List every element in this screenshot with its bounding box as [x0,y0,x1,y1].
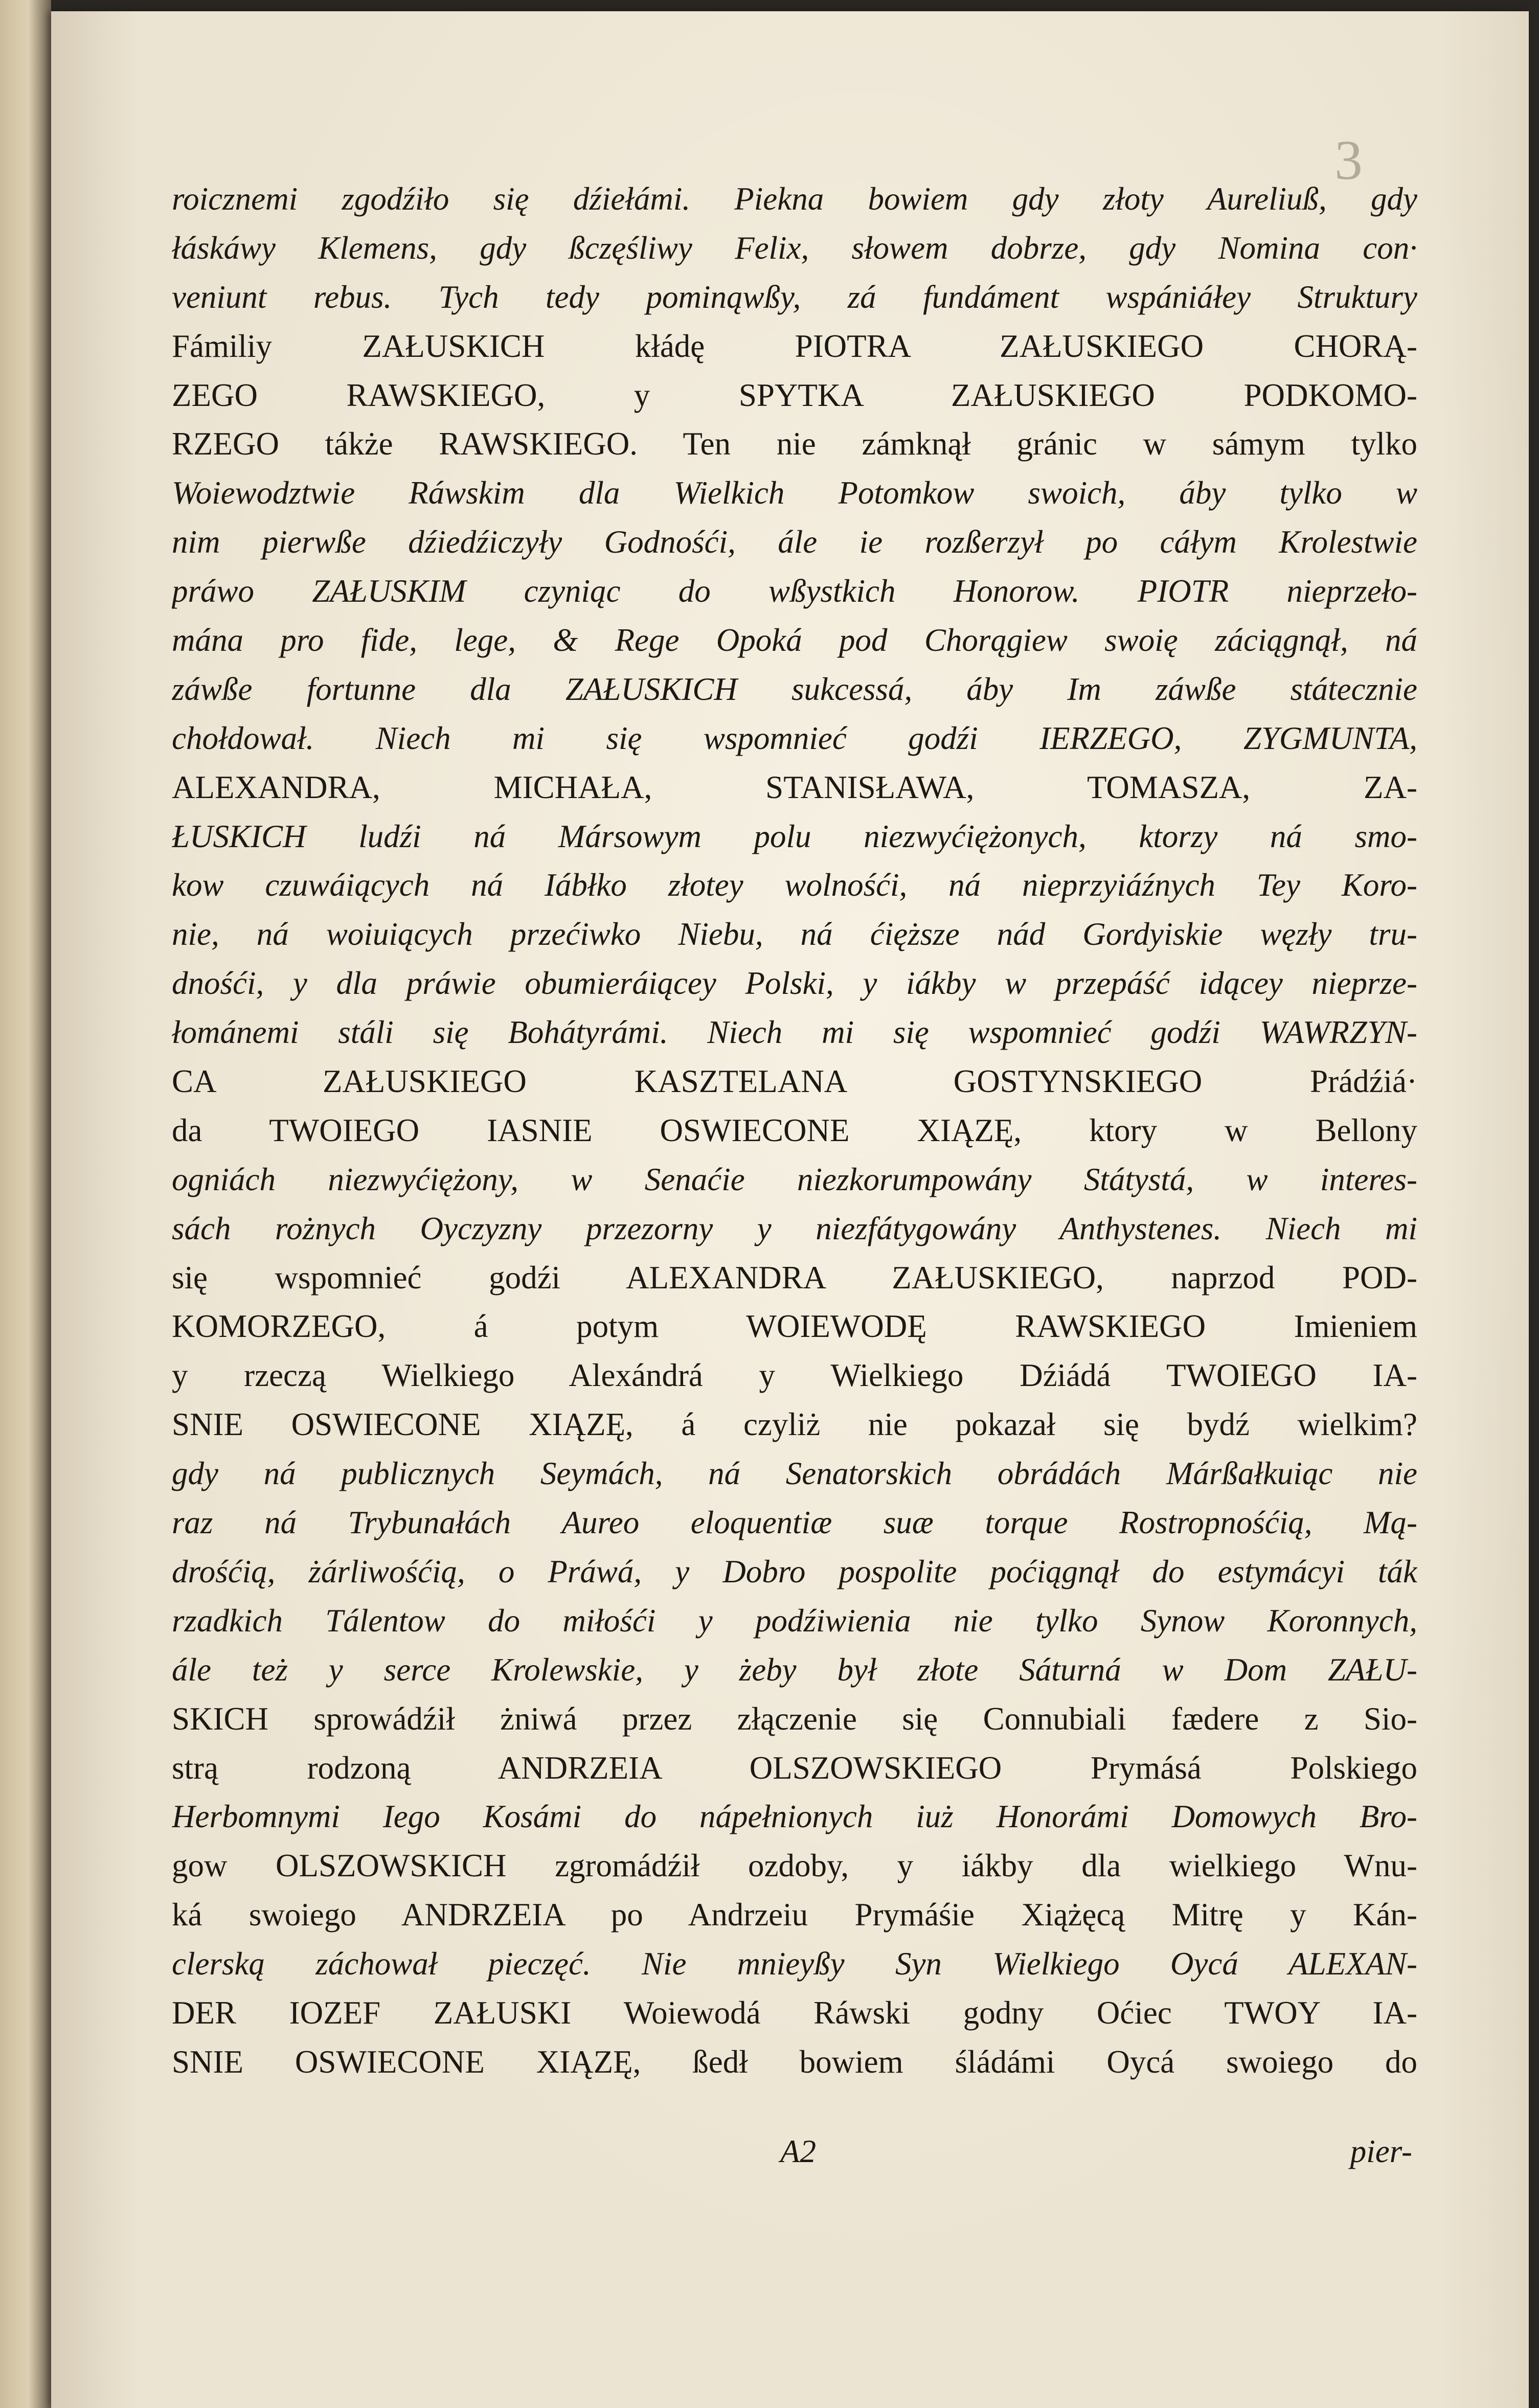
text-line: dnośći, y dla práwie obumieráiącey Polski, y iákby w przepáść idącey nieprze- [172,965,1417,1002]
text-line: ogniách niezwyćiężony, w Senaćie niezkorumpowány Státystá, w interes- [172,1161,1417,1197]
facing-page-edge [0,0,51,2408]
text-line: SNIE OSWIECONE XIĄZĘ, ßedł bowiem śládámi Oycá swoiego do [172,2043,1417,2080]
text-line: sách rożnych Oyczyzny przezorny y niezfátygowány Anthystenes. Niech mi [172,1210,1417,1246]
text-line: roicznemi zgodźiło się dźiełámi. Piekna bowiem gdy złoty Aureliuß, gdy [172,181,1417,217]
page-footer [172,2133,1417,2184]
text-line: ŁUSKICH ludźi ná Mársowym polu niezwyćiężonych, ktorzy ná smo- [172,818,1417,854]
text-line: nie, ná woiuiących przećiwko Niebu, ná ćięższe nád Gordyiskie węzły tru- [172,916,1417,952]
text-line: clerską záchował pieczęć. Nie mnieyßy Syn Wielkiego Oycá ALEXAN- [172,1946,1417,1982]
text-line: y rzeczą Wielkiego Alexándrá y Wielkiego Dźiádá TWOIEGO IA- [172,1357,1417,1394]
text-line: drośćią, żárliwośćią, o Práwá, y Dobro pospolite poćiągnął do estymácyi ták [172,1553,1417,1589]
text-line: gdy ná publicznych Seymách, ná Senatorskich obrádách Márßałkuiąc nie [172,1456,1417,1492]
text-line: Woiewodztwie Ráwskim dla Wielkich Potomkow swoich, áby tylko w [172,475,1417,511]
text-line: kow czuwáiących ná Iábłko złotey wolnośći, ná nieprzyiáźnych Tey Koro- [172,867,1417,903]
text-line: nim pierwße dźiedźiczyły Godnośći, ále ie rozßerzył po cáłym Krolestwie [172,524,1417,560]
text-line: da TWOIEGO IASNIE OSWIECONE XIĄZĘ, ktory w Bellony [172,1112,1417,1148]
text-line: KOMORZEGO, á potym WOIEWODĘ RAWSKIEGO Imieniem [172,1308,1417,1345]
text-line: łománemi stáli się Bohátyrámi. Niech mi się wspomnieć godźi WAWRZYN- [172,1014,1417,1051]
text-line: DER IOZEF ZAŁUSKI Woiewodá Ráwski godny Oćiec TWOY IA- [172,1994,1417,2031]
text-line: się wspomnieć godźi ALEXANDRA ZAŁUSKIEGO, naprzod POD- [172,1259,1417,1296]
text-line: veniunt rebus. Tych tedy pominąwßy, zá fundáment wspániáłey Struktury [172,279,1417,315]
text-line: záwße fortunne dla ZAŁUSKICH sukcessá, áby Im záwße státecznie [172,671,1417,707]
text-line: mána pro fide, lege, & Rege Opoká pod Chorągiew swoię záciągnął, ná [172,622,1417,658]
book-page [51,11,1529,2408]
text-line: łáskáwy Klemens, gdy ßczęśliwy Felix, słowem dobrze, gdy Nomina con· [172,230,1417,266]
text-line: ká swoiego ANDRZEIA po Andrzeiu Prymáśie Xiążęcą Mitrę y Kán- [172,1897,1417,1933]
text-line: ZEGO RAWSKIEGO, y SPYTKA ZAŁUSKIEGO PODKOMO- [172,377,1417,413]
text-line: chołdował. Niech mi się wspomnieć godźi IERZEGO, ZYGMUNTA, [172,720,1417,756]
text-line: rzadkich Tálentow do miłośći y podźiwienia nie tylko Synow Koronnych, [172,1602,1417,1639]
text-line: gow OLSZOWSKICH zgromádźił ozdoby, y iákby dla wielkiego Wnu- [172,1848,1417,1884]
signature-mark: A2 [780,2133,816,2169]
text-line: SKICH sprowádźił żniwá przez złączenie się Connubiali fædere z Sio- [172,1700,1417,1737]
text-line: strą rodzoną ANDRZEIA OLSZOWSKIEGO Prymásá Polskiego [172,1750,1417,1786]
text-line: raz ná Trybunałách Aureo eloquentiæ suæ torque Rostropnośćią, Mą- [172,1505,1417,1541]
catchword: pier- [1350,2133,1412,2169]
body-text [172,175,1417,2087]
text-line: Herbomnymi Iego Kosámi do nápełnionych iuż Honorámi Domowych Bro- [172,1799,1417,1835]
page-number: 3 [1334,129,1363,191]
text-line: RZEGO tákże RAWSKIEGO. Ten nie zámknął gránic w sámym tylko [172,426,1417,462]
text-line: Fámiliy ZAŁUSKICH kłádę PIOTRA ZAŁUSKIEGO CHORĄ- [172,328,1417,364]
text-line: práwo ZAŁUSKIM czyniąc do wßystkich Honorow. PIOTR nieprzeło- [172,573,1417,609]
text-line: ále też y serce Krolewskie, y żeby był złote Sáturná w Dom ZAŁU- [172,1651,1417,1688]
text-line: SNIE OSWIECONE XIĄZĘ, á czyliż nie pokazał się bydź wielkim? [172,1406,1417,1443]
text-line: ALEXANDRA, MICHAŁA, STANISŁAWA, TOMASZA, ZA- [172,769,1417,805]
text-line: CA ZAŁUSKIEGO KASZTELANA GOSTYNSKIEGO Prádźiá· [172,1063,1417,1100]
